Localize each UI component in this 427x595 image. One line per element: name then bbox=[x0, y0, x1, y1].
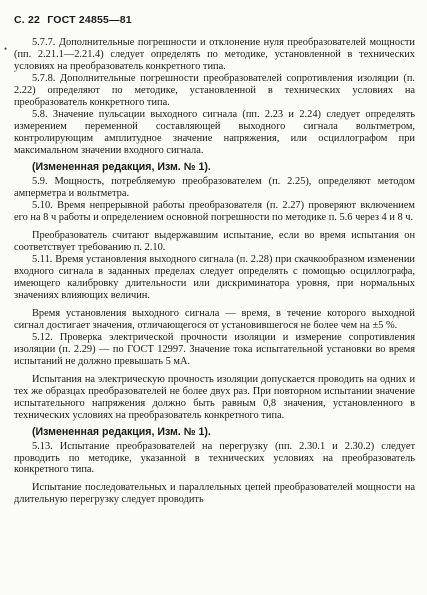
paragraph-5-10-note: Преобразователь считают выдержавшим испытание, если во время испытания он соответствует требованию п. 2.10. bbox=[14, 230, 415, 253]
paragraph-5-10: 5.10. Время непрерывной работы преобразователя (п. 2.27) проверяют включением его на 8 ч работы и определением основной погрешности по методике п. 5.6 через 4 и 8 ч. bbox=[14, 200, 415, 224]
paragraph-5-12: 5.12. Проверка электрической прочности изоляции и измерение сопротивления изоляции (п. 2.29) — по ГОСТ 12997. Значение тока испытательной установки во время испытаний не должно превышать 5 мА. bbox=[14, 332, 415, 368]
paragraph-5-12-note: Испытания на электрическую прочность изоляции допускается проводить на одних и тех же образцах преобразователей не более двух раз. При повторном испытании значение испытательного напряжения должно быть равным 0,8 значения, установленного в технических условиях на преобразователь конкретного типа. bbox=[14, 374, 415, 421]
document-body bbox=[14, 37, 415, 506]
margin-mark: • bbox=[4, 44, 8, 54]
paragraph-5-11: 5.11. Время установления выходного сигнала (п. 2.28) при скачкообразном изменении входного сигнала в заданных пределах следует определять с помощью осциллографа, имеющего калибровку длительности или дискриминатора уровня, при нормальных значениях влияющих величин. bbox=[14, 254, 415, 302]
paragraph-5-11-definition: Время установления выходного сигнала — время, в течение которого выходной сигнал достигает значения, отличающегося от установившегося не более чем на ±5 %. bbox=[14, 308, 415, 331]
standard-number: ГОСТ 24855—81 bbox=[47, 14, 132, 26]
paragraph-5-13: 5.13. Испытание преобразователей на перегрузку (пп. 2.30.1 и 2.30.2) следует проводить по методике, указанной в технических условиях на преобразователь конкретного типа. bbox=[14, 440, 415, 476]
paragraph-5-7-7: 5.7.7. Дополнительные погрешности и отклонение нуля преобразователей мощности (пп. 2.21.1—2.21.4) следует определять по методике, установленной в технических условиях на преобразователь конкретного типа. bbox=[14, 37, 415, 72]
amendment-note: (Измененная редакция, Изм. № 1). bbox=[32, 161, 211, 174]
paragraph-5-9: 5.9. Мощность, потребляемую преобразователем (п. 2.25), определяют методом амперметра и вольтметра. bbox=[14, 175, 415, 199]
page-header bbox=[14, 14, 132, 26]
paragraph-5-13-continuation: Испытание последовательных и параллельных цепей преобразователей мощности на длительную перегрузку следует проводить bbox=[14, 482, 415, 506]
paragraph-5-8: 5.8. Значение пульсации выходного сигнала (пп. 2.23 и 2.24) следует определять измерением переменной составляющей выходного сигнала вольтметром, контролирующим амплитудное значение напряжения, или осциллографом при максимальном значении входного сигнала. bbox=[14, 109, 415, 157]
amendment-note: (Измененная редакция, Изм. № 1). bbox=[32, 425, 211, 438]
paragraph-5-7-8: 5.7.8. Дополнительные погрешности преобразователей сопротивления изоляции (п. 2.22) определяют по методике, установленной в технических условиях на преобразователь конкретного типа. bbox=[14, 73, 415, 109]
page-number: С. 22 bbox=[14, 14, 41, 26]
